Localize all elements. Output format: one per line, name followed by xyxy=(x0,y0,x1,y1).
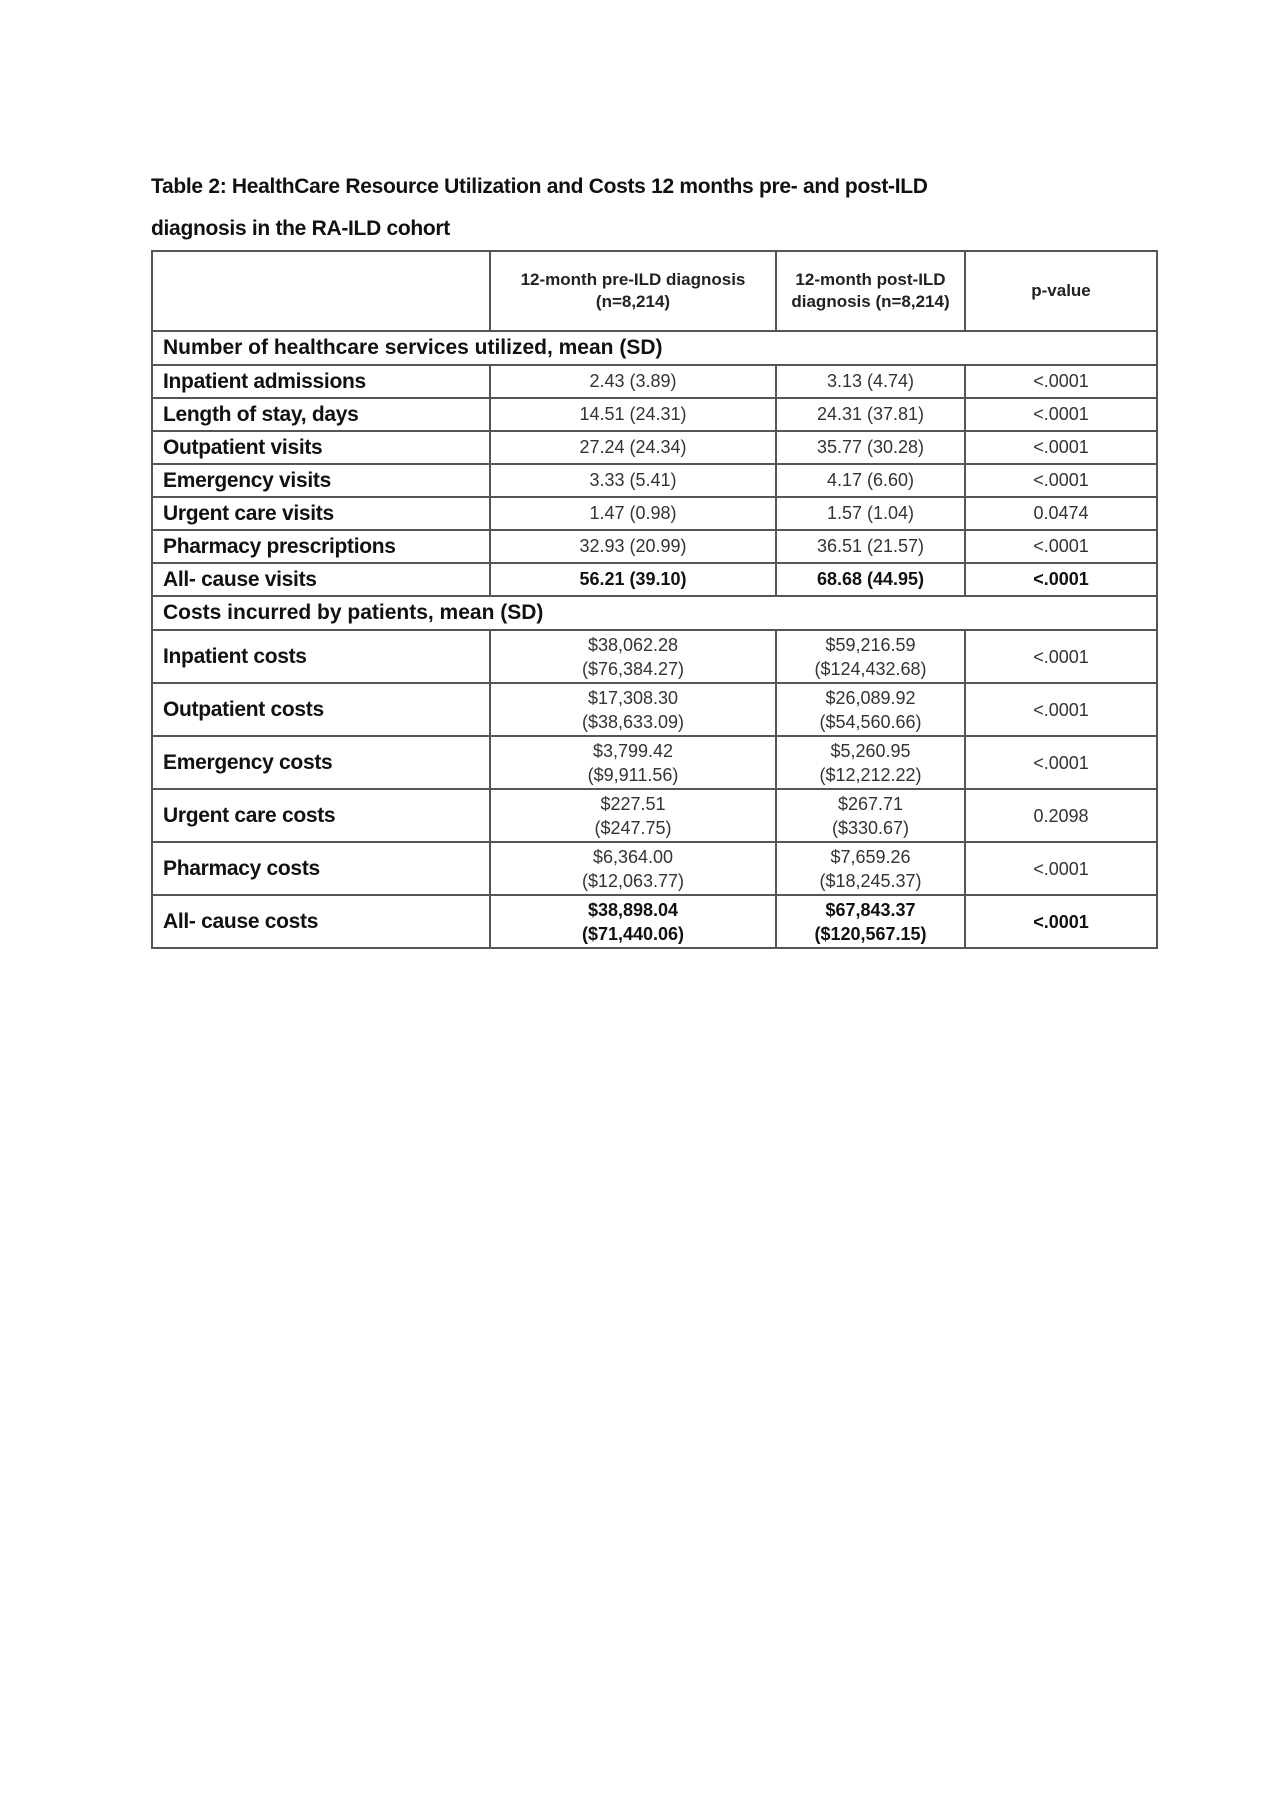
row-label: All- cause visits xyxy=(152,563,490,596)
post-value: 35.77 (30.28) xyxy=(776,431,965,464)
pre-value xyxy=(490,895,776,948)
post-sd: ($12,212.22) xyxy=(819,764,922,785)
caption-line-2: diagnosis in the RA-ILD cohort xyxy=(151,217,450,240)
header-post: 12-month post-ILD diagnosis (n=8,214) xyxy=(776,251,965,331)
row-label: Urgent care costs xyxy=(152,789,490,842)
p-value: <.0001 xyxy=(965,563,1157,596)
p-value: <.0001 xyxy=(965,365,1157,398)
table-row xyxy=(152,842,1157,895)
pre-mean: $3,799.42 xyxy=(592,740,674,761)
row-label: Emergency visits xyxy=(152,464,490,497)
section-title: Number of healthcare services utilized, mean (SD) xyxy=(152,331,1157,365)
section-row-services xyxy=(152,331,1157,365)
table-row xyxy=(152,789,1157,842)
pre-mean: $38,062.28 xyxy=(587,634,679,655)
pre-sd: ($12,063.77) xyxy=(581,870,685,891)
row-label: Inpatient admissions xyxy=(152,365,490,398)
post-value xyxy=(776,736,965,789)
caption-line-1: Table 2: HealthCare Resource Utilization and Costs 12 months pre- and post-ILD xyxy=(151,175,928,198)
pre-value: 14.51 (24.31) xyxy=(490,398,776,431)
post-value: 36.51 (21.57) xyxy=(776,530,965,563)
post-mean: $267.71 xyxy=(837,793,904,814)
p-value: <.0001 xyxy=(965,398,1157,431)
table-row xyxy=(152,736,1157,789)
p-value: <.0001 xyxy=(965,464,1157,497)
header-row xyxy=(152,251,1157,331)
pre-value xyxy=(490,630,776,683)
post-mean: $67,843.37 xyxy=(825,899,916,920)
pre-mean: $38,898.04 xyxy=(587,899,679,920)
post-mean: $5,260.95 xyxy=(830,740,911,761)
pre-value: 56.21 (39.10) xyxy=(490,563,776,596)
post-sd: ($124,432.68) xyxy=(814,658,927,679)
pre-value xyxy=(490,842,776,895)
pre-mean: $17,308.30 xyxy=(587,687,679,708)
header-blank xyxy=(152,251,490,331)
post-value: 68.68 (44.95) xyxy=(776,563,965,596)
post-sd: ($54,560.66) xyxy=(819,711,922,732)
post-value xyxy=(776,895,965,948)
header-p: p-value xyxy=(965,251,1157,331)
row-label: Pharmacy prescriptions xyxy=(152,530,490,563)
row-label: Outpatient visits xyxy=(152,431,490,464)
table-row xyxy=(152,563,1157,596)
pre-sd: ($76,384.27) xyxy=(581,658,685,679)
post-sd: ($120,567.15) xyxy=(814,923,927,944)
pre-mean: $227.51 xyxy=(600,793,666,814)
table-row xyxy=(152,683,1157,736)
pre-sd: ($38,633.09) xyxy=(581,711,685,732)
post-value: 1.57 (1.04) xyxy=(776,497,965,530)
pre-sd: ($71,440.06) xyxy=(581,923,685,944)
table-row xyxy=(152,895,1157,948)
table-row xyxy=(152,398,1157,431)
pre-value: 32.93 (20.99) xyxy=(490,530,776,563)
post-value xyxy=(776,842,965,895)
post-value xyxy=(776,789,965,842)
post-sd: ($18,245.37) xyxy=(819,870,922,891)
p-value: <.0001 xyxy=(965,683,1157,736)
pre-sd: ($247.75) xyxy=(594,817,672,838)
header-pre: 12-month pre-ILD diagnosis (n=8,214) xyxy=(490,251,776,331)
section-row-costs xyxy=(152,596,1157,630)
row-label: Outpatient costs xyxy=(152,683,490,736)
pre-value xyxy=(490,683,776,736)
post-value: 24.31 (37.81) xyxy=(776,398,965,431)
post-mean: $26,089.92 xyxy=(825,687,916,708)
table-row xyxy=(152,464,1157,497)
results-table xyxy=(151,250,1158,949)
post-sd: ($330.67) xyxy=(831,817,910,838)
table-row xyxy=(152,530,1157,563)
p-value: <.0001 xyxy=(965,736,1157,789)
section-title: Costs incurred by patients, mean (SD) xyxy=(152,596,1157,630)
pre-value: 2.43 (3.89) xyxy=(490,365,776,398)
pre-value: 3.33 (5.41) xyxy=(490,464,776,497)
p-value: <.0001 xyxy=(965,530,1157,563)
post-value xyxy=(776,683,965,736)
row-label: Pharmacy costs xyxy=(152,842,490,895)
table-row xyxy=(152,431,1157,464)
row-label: Urgent care visits xyxy=(152,497,490,530)
p-value: <.0001 xyxy=(965,895,1157,948)
post-value: 4.17 (6.60) xyxy=(776,464,965,497)
pre-mean: $6,364.00 xyxy=(592,846,674,867)
row-label: Inpatient costs xyxy=(152,630,490,683)
pre-value xyxy=(490,736,776,789)
p-value: 0.0474 xyxy=(965,497,1157,530)
pre-value: 27.24 (24.34) xyxy=(490,431,776,464)
post-value xyxy=(776,630,965,683)
pre-value: 1.47 (0.98) xyxy=(490,497,776,530)
pre-value xyxy=(490,789,776,842)
post-mean: $59,216.59 xyxy=(825,634,916,655)
p-value: <.0001 xyxy=(965,842,1157,895)
pre-sd: ($9,911.56) xyxy=(587,764,679,785)
row-label: Emergency costs xyxy=(152,736,490,789)
row-label: All- cause costs xyxy=(152,895,490,948)
post-value: 3.13 (4.74) xyxy=(776,365,965,398)
table-caption xyxy=(151,166,928,250)
table-row xyxy=(152,365,1157,398)
p-value: <.0001 xyxy=(965,431,1157,464)
post-mean: $7,659.26 xyxy=(830,846,911,867)
p-value: <.0001 xyxy=(965,630,1157,683)
table-row xyxy=(152,630,1157,683)
row-label: Length of stay, days xyxy=(152,398,490,431)
p-value: 0.2098 xyxy=(965,789,1157,842)
table-row xyxy=(152,497,1157,530)
